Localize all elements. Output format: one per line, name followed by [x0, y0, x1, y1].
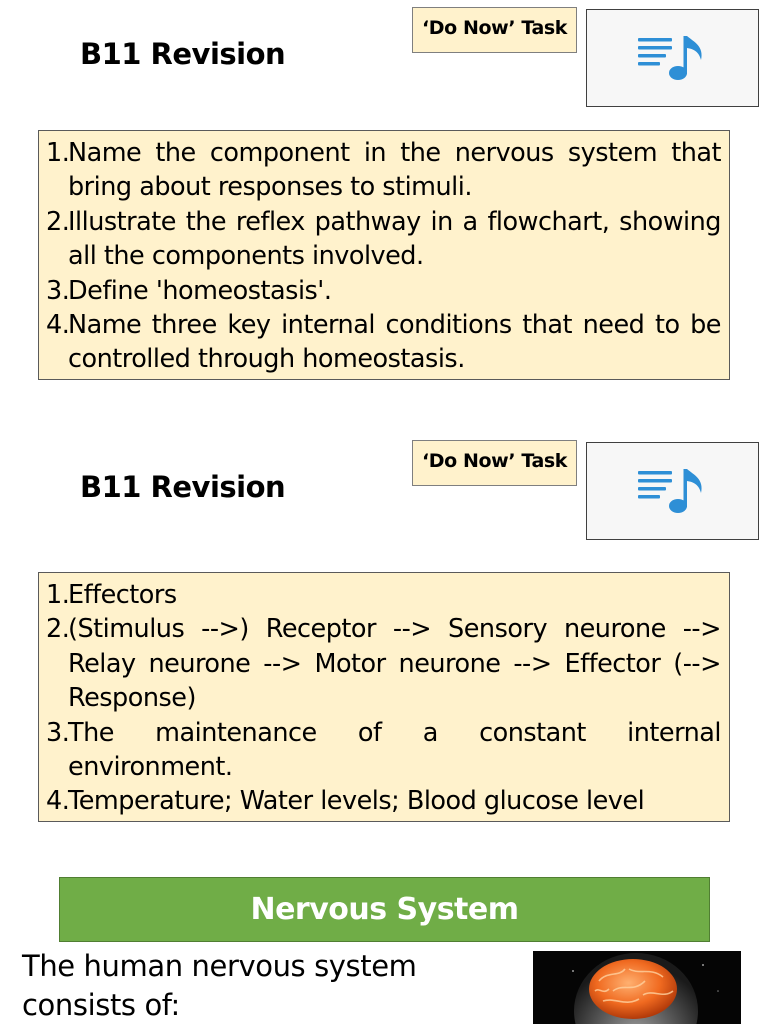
list-item: 4. Temperature; Water levels; Blood glucose level — [46, 786, 645, 817]
intro-text: The human nervous system consists of: — [22, 949, 417, 1022]
music-playlist-icon — [636, 465, 710, 517]
slide2-title: B11 Revision — [80, 470, 286, 504]
do-now-questions-box — [38, 130, 730, 380]
section-banner: Nervous System — [59, 877, 710, 942]
list-item: 3. The maintenance of a constant internal environment. — [46, 717, 721, 783]
list-item: 2. (Stimulus -->) Receptor --> Sensory neurone --> Relay neurone --> Motor neurone --> Effector (--> Response) — [46, 614, 721, 714]
music-playlist-icon — [636, 32, 710, 84]
list-item: 1. Name the component in the nervous system that bring about responses to stimuli. — [46, 138, 721, 203]
list-item: 2. Illustrate the reflex pathway in a flowchart, showing all the components involved. — [46, 206, 721, 272]
do-now-tag: ‘Do Now’ Task — [412, 7, 577, 53]
brain-head-image — [533, 951, 741, 1024]
list-item: 1. Effectors — [46, 580, 177, 610]
list-item: 3. Define 'homeostasis'. — [46, 275, 332, 306]
slide1-title: B11 Revision — [80, 37, 286, 71]
list-item: 4. Name three key internal conditions that need to be controlled through homeostasis. — [46, 310, 721, 375]
do-now-tag: ‘Do Now’ Task — [412, 440, 577, 486]
music-playlist-button[interactable] — [586, 9, 759, 107]
music-playlist-button[interactable] — [586, 442, 759, 540]
do-now-answers-box — [38, 572, 730, 822]
